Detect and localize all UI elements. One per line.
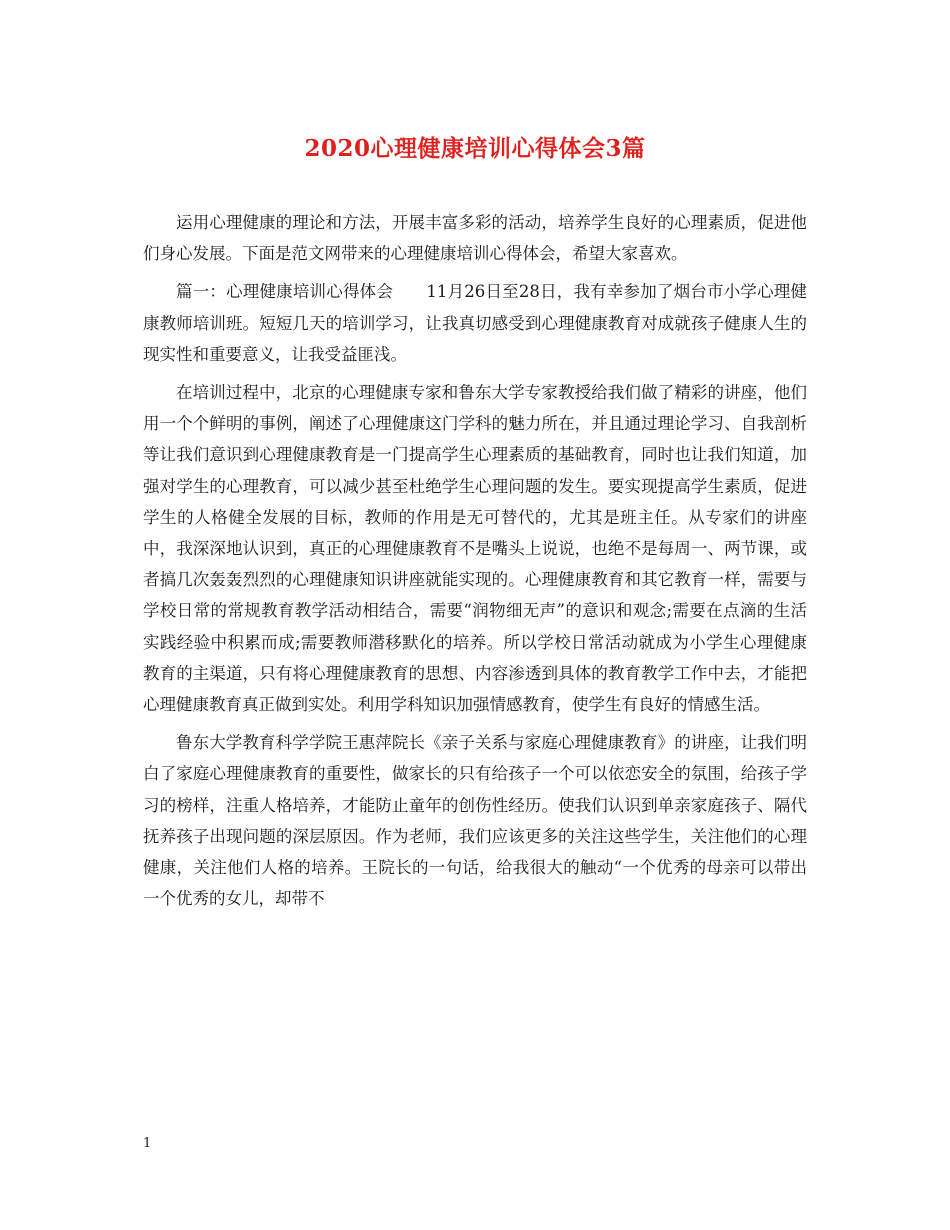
paragraph-training-process: 在培训过程中，北京的心理健康专家和鲁东大学专家教授给我们做了精彩的讲座，他们用一个个鲜明的事例，阐述了心理健康这门学科的魅力所在，并且通过理论学习、自我剖析等让我们意识到心理健康教育是一门提高学生心理素质的基础教育，同时也让我们知道，加强对学生的心理教育，可以减少甚至杜绝学生心理问题的发生。要实现提高学生素质，促进学生的人格健全发展的目标，教师的作用是无可替代的，尤其是班主任。从专家们的讲座中，我深深地认识到，真正的心理健康教育不是嘴头上说说，也绝不是每周一、两节课，或者搞几次轰轰烈烈的心理健康知识讲座就能实现的。心理健康教育和其它教育一样，需要与学校日常的常规教育教学活动相结合，需要“润物细无声”的意识和观念;需要在点滴的生活实践经验中积累而成;需要教师潜移默化的培养。所以学校日常活动就成为小学生心理健康教育的主渠道，只有将心理健康教育的思想、内容渗透到具体的教育教学工作中去，才能把心理健康教育真正做到实处。利用学科知识加强情感教育，使学生有良好的情感生活。 [143, 383, 807, 715]
document-body [143, 207, 807, 921]
paragraph-part-one: 篇一：心理健康培训心得体会 11月26日至28日，我有幸参加了烟台市小学心理健康教师培训班。短短几天的培训学习，让我真切感受到心理健康教育对成就孩子健康人生的现实性和重要意义，让我受益匪浅。 [143, 282, 807, 364]
document-title: 2020心理健康培训心得体会3篇 [304, 135, 646, 162]
paragraph-lecture-wang: 鲁东大学教育科学学院王惠萍院长《亲子关系与家庭心理健康教育》的讲座，让我们明白了家庭心理健康教育的重要性，做家长的只有给孩子一个可以依恋安全的氛围，给孩子学习的榜样，注重人格培养，才能防止童年的创伤性经历。使我们认识到单亲家庭孩子、隔代抚养孩子出现问题的深层原因。作为老师，我们应该更多的关注这些学生，关注他们的心理健康，关注他们人格的培养。王院长的一句话，给我很大的触动“一个优秀的母亲可以带出一个优秀的女儿，却带不 [143, 733, 807, 909]
page-number: 1 [143, 1136, 152, 1151]
paragraph-intro: 运用心理健康的理论和方法，开展丰富多彩的活动，培养学生良好的心理素质，促进他们身心发展。下面是范文网带来的心理健康培训心得体会，希望大家喜欢。 [143, 213, 807, 264]
